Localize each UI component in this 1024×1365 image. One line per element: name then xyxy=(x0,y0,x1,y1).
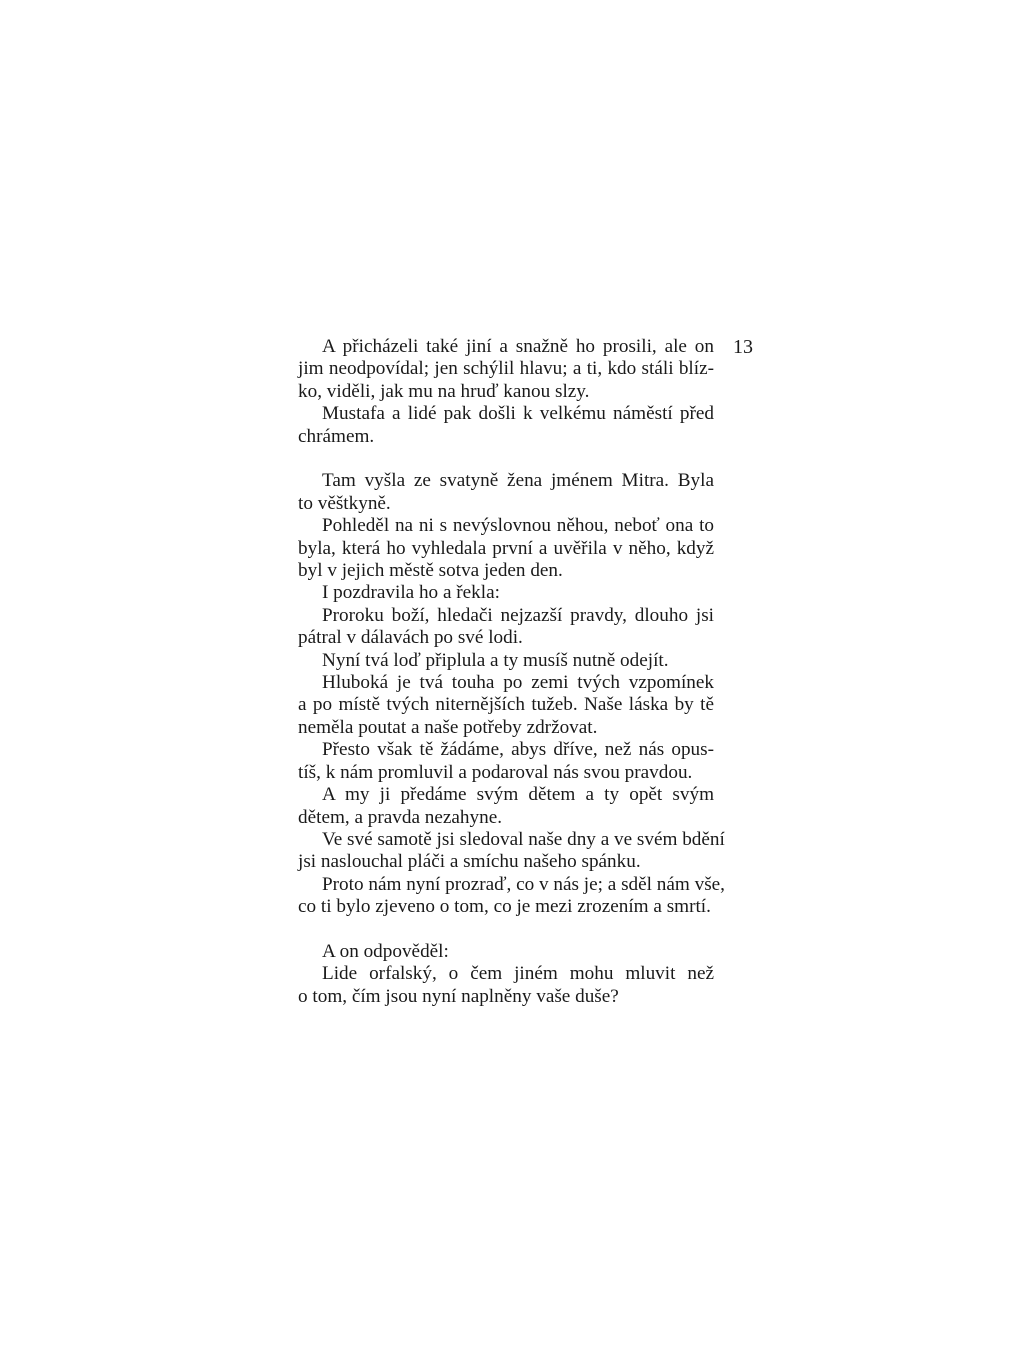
text-line: A přicházeli také jiní a snažně ho prosili, ale on xyxy=(322,336,714,357)
paragraph xyxy=(298,470,714,515)
paragraph xyxy=(298,739,714,784)
text-line: to věštkyně. xyxy=(298,492,391,514)
text-line: jsi naslouchal pláči a smíchu našeho spánku. xyxy=(298,851,641,873)
text-line: I pozdravila ho a řekla: xyxy=(322,582,500,604)
paragraph xyxy=(298,963,714,1008)
section-break xyxy=(298,448,714,470)
text-line: Proroku boží, hledači nejzazší pravdy, dlouho jsi xyxy=(322,604,714,626)
body-text xyxy=(298,336,725,1008)
text-line: jim neodpovídal; jen schýlil hlavu; a ti, kdo stáli blíz- xyxy=(298,358,714,380)
text-line: co ti bylo zjeveno o tom, co je mezi zrozením a smrtí. xyxy=(298,896,711,918)
paragraph xyxy=(298,605,714,650)
page-number: 13 xyxy=(733,336,753,358)
text-line: Nyní tvá loď připlula a ty musíš nutně odejít. xyxy=(322,649,669,671)
section-break xyxy=(298,919,714,941)
text-line: A my ji předáme svým dětem a ty opět svým xyxy=(322,784,714,806)
paragraph xyxy=(298,650,714,672)
text-line: a po místě tvých niternějších tužeb. Naše láska by tě xyxy=(298,694,714,716)
text-line: Pohleděl na ni s nevýslovnou něhou, neboť ona to xyxy=(322,515,714,537)
text-line: Lide orfalský, o čem jiném mohu mluvit než xyxy=(322,963,714,985)
text-line: Proto nám nyní prozraď, co v nás je; a sděl nám vše, xyxy=(322,873,725,895)
paragraph xyxy=(298,336,714,403)
paragraph xyxy=(298,873,725,919)
text-line: ko, viděli, jak mu na hruď kanou slzy. xyxy=(298,380,590,402)
paragraph xyxy=(298,941,714,963)
text-line: dětem, a pravda nezahyne. xyxy=(298,806,503,828)
text-line: pátral v dálavách po své lodi. xyxy=(298,627,523,649)
paragraph xyxy=(298,828,725,874)
text-line: byl v jejich městě sotva jeden den. xyxy=(298,560,563,582)
text-line: Přesto však tě žádáme, abys dříve, než nás opus- xyxy=(322,739,714,761)
paragraph xyxy=(298,403,714,448)
text-line: Hluboká je tvá touha po zemi tvých vzpomínek xyxy=(322,672,714,694)
text-line: chrámem. xyxy=(298,425,375,447)
text-line: Mustafa a lidé pak došli k velkému náměstí před xyxy=(322,403,714,425)
paragraph xyxy=(298,784,714,829)
text-line: neměla poutat a naše potřeby zdržovat. xyxy=(298,716,598,738)
text-line: tíš, k nám promluvil a podaroval nás svou pravdou. xyxy=(298,761,693,783)
paragraph xyxy=(298,582,714,604)
paragraph xyxy=(298,672,714,739)
text-line: A on odpověděl: xyxy=(322,940,449,962)
text-line: Ve své samotě jsi sledoval naše dny a ve svém bdění xyxy=(322,828,725,850)
text-line: Tam vyšla ze svatyně žena jménem Mitra. Byla xyxy=(322,470,714,492)
paragraph xyxy=(298,515,714,582)
text-line: byla, která ho vyhledala první a uvěřila v něho, když xyxy=(298,537,714,559)
text-line: o tom, čím jsou nyní naplněny vaše duše? xyxy=(298,985,619,1007)
